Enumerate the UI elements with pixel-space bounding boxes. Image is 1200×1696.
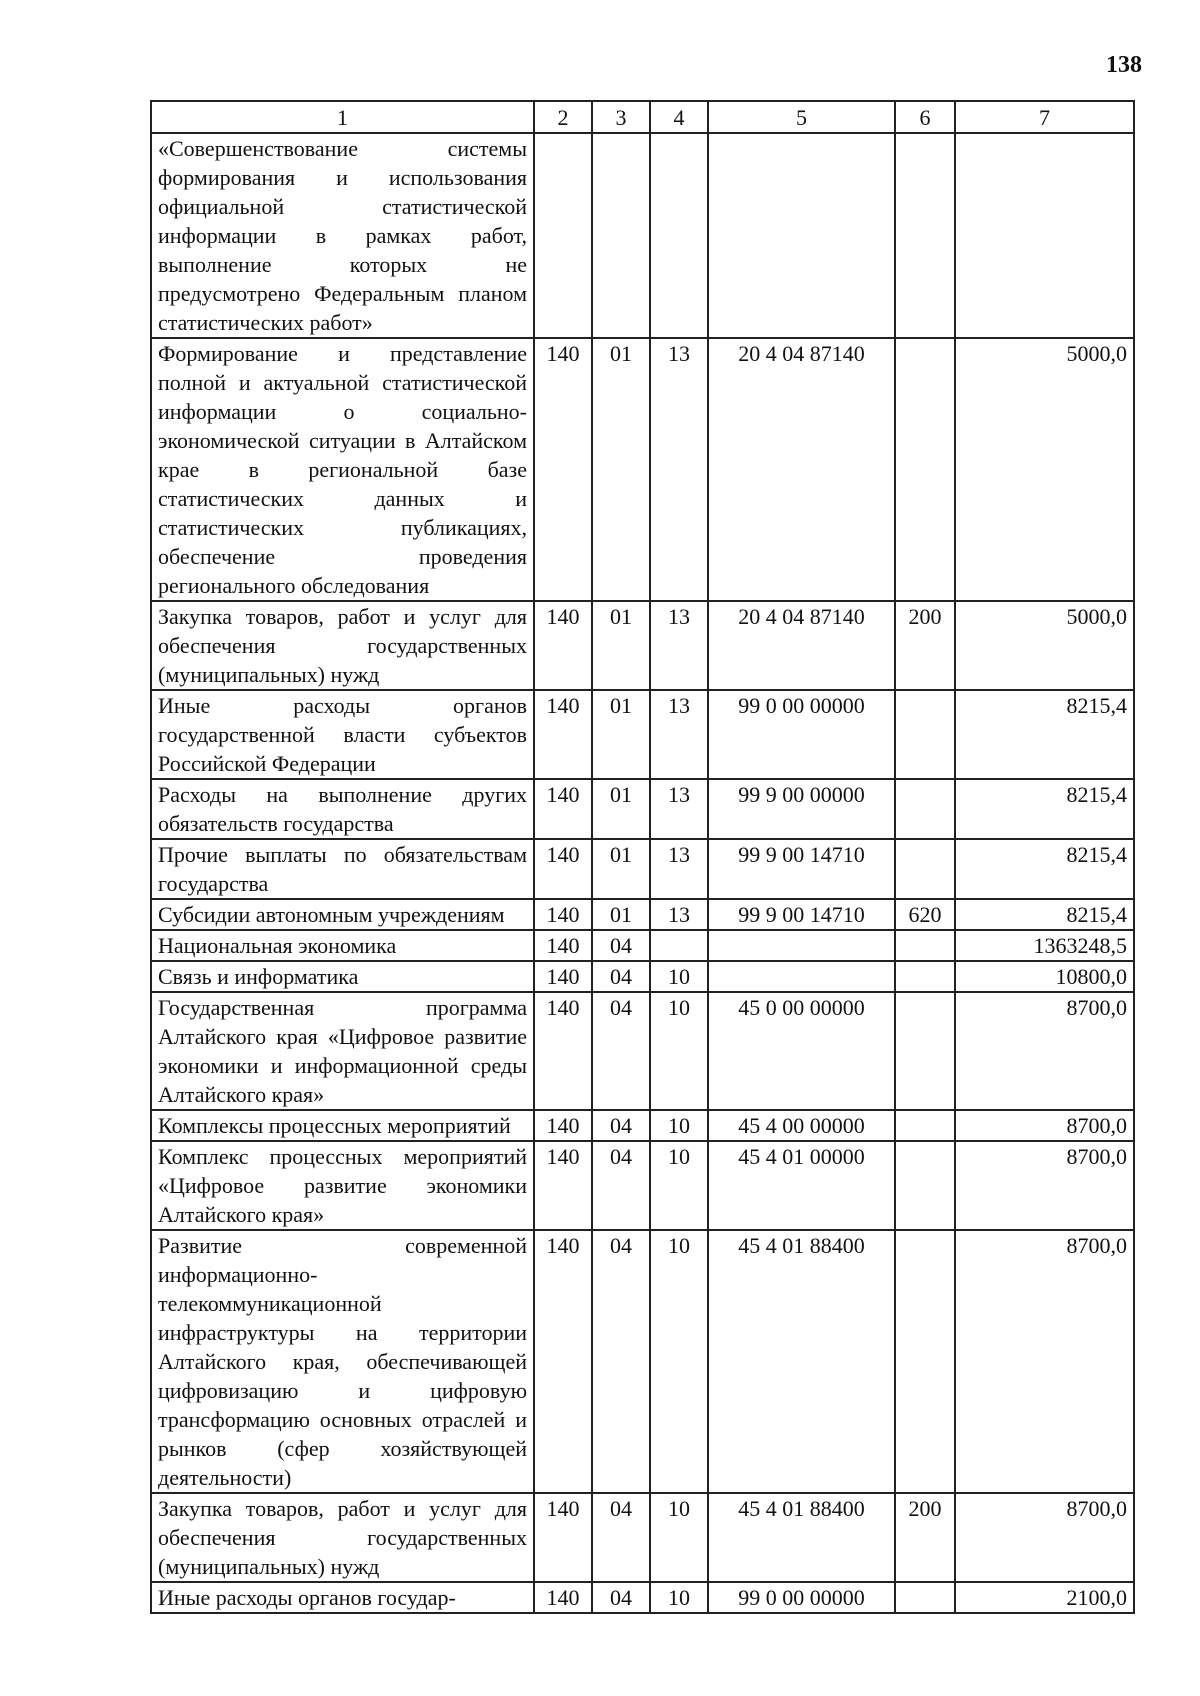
- cell-col3: 04: [592, 930, 650, 961]
- cell-amount: 8215,4: [955, 839, 1134, 899]
- budget-table: [150, 100, 1135, 1614]
- cell-col6: 200: [895, 601, 955, 690]
- cell-col5: 99 9 00 14710: [708, 839, 895, 899]
- cell-amount: 8215,4: [955, 779, 1134, 839]
- cell-col4: 10: [650, 1230, 708, 1493]
- cell-col4: 10: [650, 1110, 708, 1141]
- cell-col3: 04: [592, 1230, 650, 1493]
- cell-col2: 140: [534, 899, 592, 930]
- cell-col6: [895, 992, 955, 1110]
- table-row: [151, 690, 1134, 779]
- cell-col3: 04: [592, 1493, 650, 1582]
- column-header: 1: [151, 101, 534, 133]
- cell-col5: [708, 133, 895, 338]
- row-name: Закупка товаров, работ и услуг для обеспечения государственных (муниципальных) нужд: [151, 1493, 534, 1582]
- cell-col5: 45 4 01 88400: [708, 1230, 895, 1493]
- cell-col4: [650, 930, 708, 961]
- cell-col3: 04: [592, 1141, 650, 1230]
- cell-col4: 10: [650, 961, 708, 992]
- cell-col2: 140: [534, 1230, 592, 1493]
- cell-col5: 45 4 00 00000: [708, 1110, 895, 1141]
- cell-col3: 04: [592, 1582, 650, 1613]
- row-name: Формирование и представление полной и актуальной статистической информации о социально-экономической ситуации в Алтайском крае в региональной базе статистических данных и статистических публикациях, обеспечение проведения регионального обследования: [151, 338, 534, 601]
- cell-col2: 140: [534, 961, 592, 992]
- cell-amount: 8700,0: [955, 1141, 1134, 1230]
- cell-col4: 10: [650, 1141, 708, 1230]
- row-name: Субсидии автономным учреждениям: [151, 899, 534, 930]
- cell-amount: [955, 133, 1134, 338]
- row-name: Прочие выплаты по обязательствам государства: [151, 839, 534, 899]
- row-name: Иные расходы органов государственной власти субъектов Российской Федерации: [151, 690, 534, 779]
- table-row: [151, 779, 1134, 839]
- cell-col5: 20 4 04 87140: [708, 601, 895, 690]
- cell-col5: 99 0 00 00000: [708, 690, 895, 779]
- cell-amount: 8215,4: [955, 690, 1134, 779]
- column-header: 5: [708, 101, 895, 133]
- table-row: [151, 839, 1134, 899]
- cell-amount: 2100,0: [955, 1582, 1134, 1613]
- cell-col6: [895, 839, 955, 899]
- cell-col4: 13: [650, 690, 708, 779]
- row-name: Иные расходы органов государ-: [151, 1582, 534, 1613]
- row-name: Развитие современной информационно-телекоммуникационной инфраструктуры на территории Алтайского края, обеспечивающей цифровизацию и цифровую трансформацию основных отраслей и рынков (сфер хозяйствующей деятельности): [151, 1230, 534, 1493]
- cell-col3: 01: [592, 839, 650, 899]
- cell-col6: [895, 930, 955, 961]
- cell-col2: 140: [534, 839, 592, 899]
- cell-col5: 20 4 04 87140: [708, 338, 895, 601]
- cell-col3: 01: [592, 338, 650, 601]
- cell-col6: [895, 133, 955, 338]
- table-row: [151, 1110, 1134, 1141]
- row-name: Комплексы процессных мероприятий: [151, 1110, 534, 1141]
- cell-amount: 10800,0: [955, 961, 1134, 992]
- cell-col5: [708, 930, 895, 961]
- column-header: 6: [895, 101, 955, 133]
- row-name: Связь и информатика: [151, 961, 534, 992]
- table-row: [151, 1582, 1134, 1613]
- row-name: Комплекс процессных мероприятий «Цифровое развитие экономики Алтайского края»: [151, 1141, 534, 1230]
- cell-col5: 99 0 00 00000: [708, 1582, 895, 1613]
- column-header: 2: [534, 101, 592, 133]
- cell-col2: 140: [534, 779, 592, 839]
- cell-col4: [650, 133, 708, 338]
- cell-amount: 8700,0: [955, 992, 1134, 1110]
- cell-col2: [534, 133, 592, 338]
- row-name: «Совершенствование системы формирования и использования официальной статистической информации в рамках работ, выполнение которых не предусмотрено Федеральным планом статистических работ»: [151, 133, 534, 338]
- cell-col3: 01: [592, 899, 650, 930]
- table-row: [151, 601, 1134, 690]
- page-number: 138: [1106, 52, 1142, 78]
- cell-col3: 04: [592, 961, 650, 992]
- row-name: Государственная программа Алтайского края «Цифровое развитие экономики и информационной среды Алтайского края»: [151, 992, 534, 1110]
- cell-col4: 13: [650, 899, 708, 930]
- table-row: [151, 1141, 1134, 1230]
- cell-col3: 01: [592, 601, 650, 690]
- cell-col3: 04: [592, 1110, 650, 1141]
- cell-col2: 140: [534, 1582, 592, 1613]
- cell-amount: 8215,4: [955, 899, 1134, 930]
- cell-col6: [895, 1141, 955, 1230]
- cell-col2: 140: [534, 992, 592, 1110]
- cell-col5: 99 9 00 00000: [708, 779, 895, 839]
- cell-amount: 5000,0: [955, 601, 1134, 690]
- cell-amount: 8700,0: [955, 1493, 1134, 1582]
- cell-col3: [592, 133, 650, 338]
- cell-col2: 140: [534, 930, 592, 961]
- column-header: 7: [955, 101, 1134, 133]
- cell-col6: [895, 961, 955, 992]
- cell-col3: 01: [592, 779, 650, 839]
- cell-col6: 620: [895, 899, 955, 930]
- cell-col5: [708, 961, 895, 992]
- row-name: Национальная экономика: [151, 930, 534, 961]
- cell-col2: 140: [534, 338, 592, 601]
- table-row: [151, 133, 1134, 338]
- cell-col6: [895, 338, 955, 601]
- cell-col2: 140: [534, 1110, 592, 1141]
- cell-col4: 10: [650, 1493, 708, 1582]
- column-header: 4: [650, 101, 708, 133]
- cell-col2: 140: [534, 1493, 592, 1582]
- cell-col4: 10: [650, 1582, 708, 1613]
- table-row: [151, 1493, 1134, 1582]
- cell-col4: 13: [650, 839, 708, 899]
- row-name: Закупка товаров, работ и услуг для обеспечения государственных (муниципальных) нужд: [151, 601, 534, 690]
- cell-col2: 140: [534, 601, 592, 690]
- column-header: 3: [592, 101, 650, 133]
- row-name: Расходы на выполнение других обязательств государства: [151, 779, 534, 839]
- cell-col5: 45 0 00 00000: [708, 992, 895, 1110]
- cell-col2: 140: [534, 1141, 592, 1230]
- table-row: [151, 338, 1134, 601]
- cell-col5: 45 4 01 88400: [708, 1493, 895, 1582]
- header-row: [151, 101, 1134, 133]
- table-row: [151, 992, 1134, 1110]
- cell-col6: [895, 1230, 955, 1493]
- cell-col6: [895, 779, 955, 839]
- cell-col4: 13: [650, 779, 708, 839]
- cell-col2: 140: [534, 690, 592, 779]
- cell-col3: 01: [592, 690, 650, 779]
- cell-col6: 200: [895, 1493, 955, 1582]
- cell-col6: [895, 1582, 955, 1613]
- table-row: [151, 930, 1134, 961]
- table-row: [151, 961, 1134, 992]
- cell-col4: 10: [650, 992, 708, 1110]
- cell-amount: 8700,0: [955, 1230, 1134, 1493]
- cell-col3: 04: [592, 992, 650, 1110]
- cell-col6: [895, 1110, 955, 1141]
- cell-col6: [895, 690, 955, 779]
- cell-amount: 8700,0: [955, 1110, 1134, 1141]
- cell-col5: 45 4 01 00000: [708, 1141, 895, 1230]
- table-row: [151, 1230, 1134, 1493]
- table-row: [151, 899, 1134, 930]
- cell-col4: 13: [650, 338, 708, 601]
- cell-amount: 1363248,5: [955, 930, 1134, 961]
- cell-col5: 99 9 00 14710: [708, 899, 895, 930]
- cell-col4: 13: [650, 601, 708, 690]
- cell-amount: 5000,0: [955, 338, 1134, 601]
